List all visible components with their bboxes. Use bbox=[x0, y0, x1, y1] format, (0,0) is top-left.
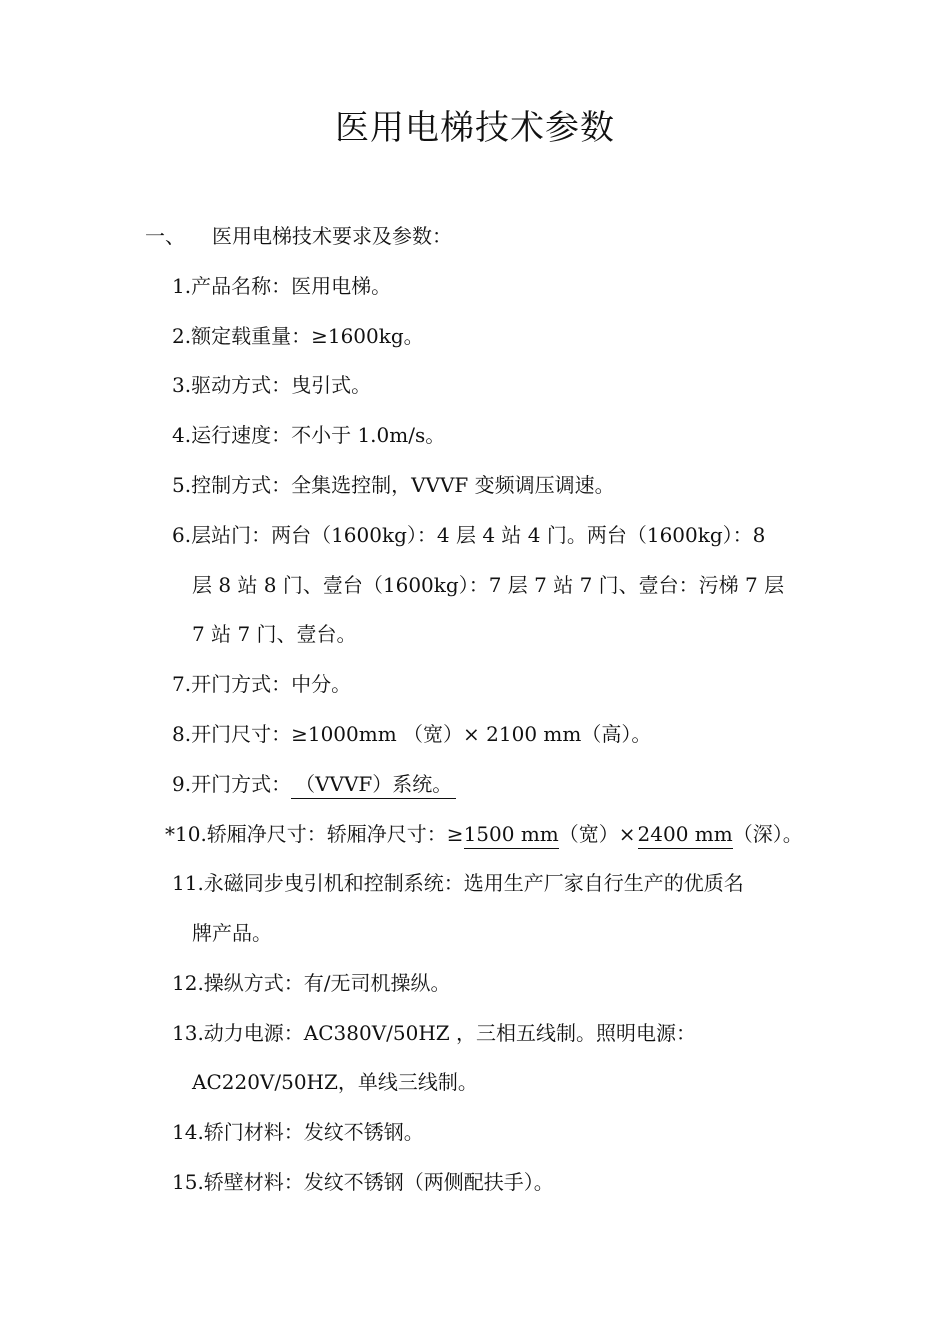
item-car-size bbox=[165, 820, 803, 848]
item-product-name: 1.产品名称：医用电梯。 bbox=[172, 274, 392, 298]
item-control-mode: 5.控制方式：全集选控制，VVVF 变频调压调速。 bbox=[172, 473, 615, 497]
item-rated-load: 2.额定载重量：≥1600kg。 bbox=[172, 324, 424, 348]
item-operation-mode: 12.操纵方式：有/无司机操纵。 bbox=[172, 971, 451, 995]
item-door-system-label: 9.开门方式： bbox=[172, 772, 292, 796]
item-traction-machine-line2: 牌产品。 bbox=[192, 921, 272, 945]
item-car-door-material: 14.轿门材料：发纹不锈钢。 bbox=[172, 1120, 424, 1144]
item-floor-stops-line2: 层 8 站 8 门、壹台（1600kg）：7 层 7 站 7 门、壹台：污梯 7 层 bbox=[192, 573, 785, 597]
item-drive-mode: 3.驱动方式：曳引式。 bbox=[172, 373, 372, 397]
item-door-size: 8.开门尺寸：≥1000mm （宽）× 2100 mm（高）。 bbox=[172, 722, 652, 746]
item-car-size-label: *10.轿厢净尺寸：轿厢净尺寸：≥ bbox=[165, 822, 464, 846]
document-title: 医用电梯技术参数 bbox=[335, 108, 615, 148]
item-car-size-suffix: （深）。 bbox=[732, 822, 803, 846]
item-power-supply-line1: 13.动力电源：AC380V/50HZ ，三相五线制。照明电源： bbox=[172, 1021, 697, 1045]
item-car-size-width: 1500 mm bbox=[464, 822, 559, 849]
item-power-supply-line2: AC220V/50HZ，单线三线制。 bbox=[192, 1070, 478, 1094]
item-door-system bbox=[172, 770, 456, 799]
item-door-opening: 7.开门方式：中分。 bbox=[172, 672, 352, 696]
section-marker: 一、 bbox=[145, 224, 185, 248]
item-car-wall-material: 15.轿壁材料：发纹不锈钢（两侧配扶手）。 bbox=[172, 1170, 554, 1194]
item-speed: 4.运行速度：不小于 1.0m/s。 bbox=[172, 423, 446, 447]
section-heading: 医用电梯技术要求及参数： bbox=[212, 224, 452, 248]
item-floor-stops-line3: 7 站 7 门、壹台。 bbox=[192, 622, 357, 646]
item-traction-machine-line1: 11.永磁同步曳引机和控制系统：选用生产厂家自行生产的优质名 bbox=[172, 871, 744, 895]
item-car-size-mid: （宽）× bbox=[558, 822, 636, 846]
item-door-system-value: （VVVF）系统。 bbox=[291, 770, 456, 799]
item-car-size-depth: 2400 mm bbox=[638, 822, 733, 849]
item-floor-stops-line1: 6.层站门：两台（1600kg）：4 层 4 站 4 门。两台（1600kg）：8 bbox=[172, 523, 766, 547]
